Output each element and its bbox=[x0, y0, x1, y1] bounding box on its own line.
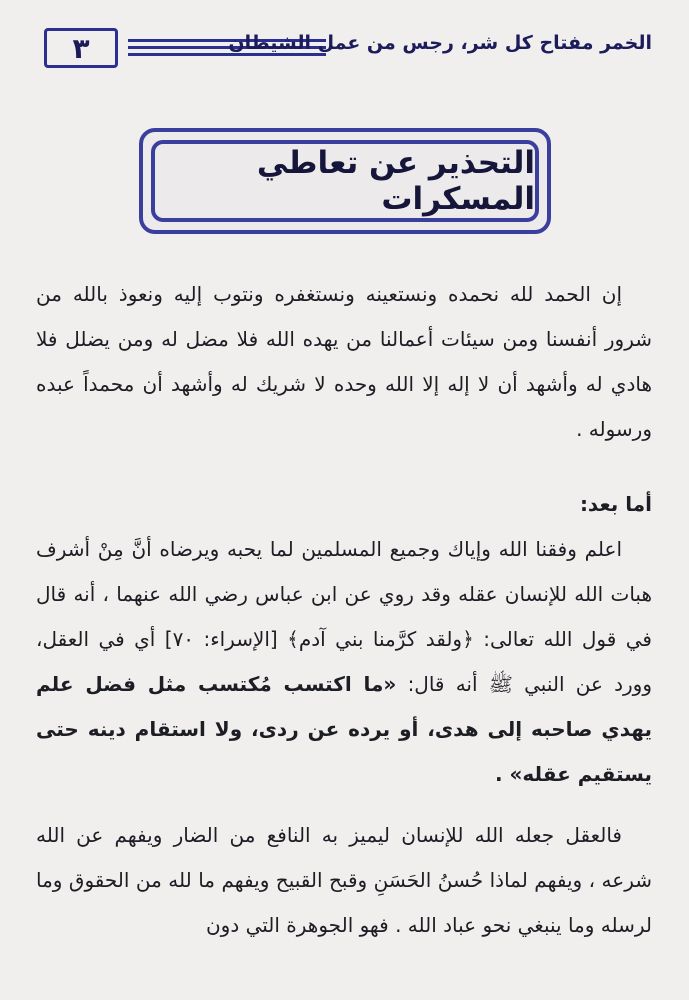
third-paragraph: فالعقل جعله الله للإنسان ليميز به النافع من الضار ويفهم عن الله شرعه ، ويفهم لماذا حُسنُ الحَسَنِ وقبح القبيح ويفهم ما لله من الحقوق وما لرسله وما ينبغي نحو عباد الله . فهو الجوهرة التي دون bbox=[36, 823, 652, 937]
second-paragraph-intro: اعلم وفقنا الله وإياك وجميع المسلمين لما يحبه ويرضاه أنَّ مِنْ أشرف هبات الله للإنسان عقله وقد روي عن ابن عباس رضي الله عنهما ، أنه قال في قول الله تعالى: ﴿ولقد كرَّمنا بني آدم﴾ [الإسراء: ٧٠] أي في العقل، وورد عن النبي ﷺ أنه قال: bbox=[36, 537, 652, 696]
second-paragraph bbox=[36, 527, 652, 797]
hadith-quote: «ما اكتسب مُكتسب مثل فضل علم يهدي صاحبه إلى هدى، أو يرده عن ردى، ولا استقام دينه حتى يستقيم عقله» . bbox=[36, 672, 652, 786]
greeting-heading: أما بعد: bbox=[579, 492, 652, 516]
page-number: ٣ bbox=[44, 28, 118, 68]
section-title: التحذير عن تعاطي المسكرات bbox=[256, 145, 535, 217]
running-header bbox=[42, 28, 652, 78]
opening-paragraph: إن الحمد لله نحمده ونستعينه ونستغفره ونتوب إليه ونعوذ بالله من شرور أنفسنا ومن سيئات أعمالنا من يهده الله فلا مضل له ومن يضلل فلا هادي له وأشهد أن لا إله إلا الله وحده لا شريك له وأشهد أن محمداً عبده ورسوله . bbox=[36, 282, 652, 441]
running-title: الخمر مفتاح كل شر، رجس من عمل الشيطان bbox=[228, 32, 652, 54]
section-title-frame bbox=[139, 128, 551, 234]
section-title-inner-frame bbox=[151, 140, 539, 222]
